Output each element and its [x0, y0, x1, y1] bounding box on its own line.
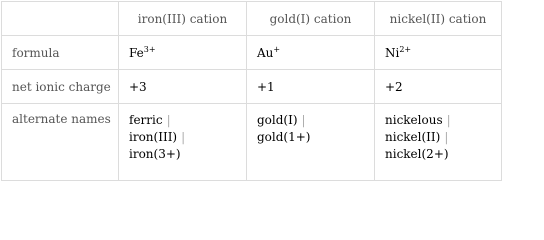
- comparison-table: [1, 1, 502, 181]
- gold-formula-base: Au: [257, 46, 274, 60]
- iron-name-3: iron(3+): [129, 147, 181, 161]
- gold-charge: +1: [247, 70, 375, 104]
- name-separator: |: [166, 113, 171, 127]
- gold-formula: [247, 36, 375, 70]
- nickel-name-3: nickel(2+): [385, 147, 449, 161]
- gold-formula-charge: +: [273, 45, 281, 54]
- nickel-formula-base: Ni: [385, 46, 400, 60]
- name-separator: |: [301, 113, 306, 127]
- nickel-name-2: nickel(II): [385, 130, 441, 144]
- name-separator: |: [444, 130, 449, 144]
- iron-charge: +3: [119, 70, 247, 104]
- name-separator: |: [181, 130, 186, 144]
- formula-label: formula: [2, 36, 119, 70]
- iron-name-1: ferric: [129, 113, 163, 127]
- nickel-formula-charge: 2+: [399, 45, 412, 54]
- header-row: [2, 2, 502, 36]
- gold-name-1: gold(I): [257, 113, 298, 127]
- iron-formula: [119, 36, 247, 70]
- net-ionic-charge-label: net ionic charge: [2, 70, 119, 104]
- nickel-alternate-names: [375, 104, 502, 181]
- iron-formula-base: Fe: [129, 46, 144, 60]
- formula-row: [2, 36, 502, 70]
- header-iron-iii-cation: iron(III) cation: [119, 2, 247, 36]
- gold-alternate-names: [247, 104, 375, 181]
- iron-name-2: iron(III): [129, 130, 178, 144]
- header-gold-i-cation: gold(I) cation: [247, 2, 375, 36]
- iron-formula-charge: 3+: [143, 45, 156, 54]
- gold-name-2: gold(1+): [257, 130, 311, 144]
- nickel-charge: +2: [375, 70, 502, 104]
- net-ionic-charge-row: [2, 70, 502, 104]
- iron-alternate-names: [119, 104, 247, 181]
- header-nickel-ii-cation: nickel(II) cation: [375, 2, 502, 36]
- alternate-names-row: [2, 104, 502, 181]
- name-separator: |: [446, 113, 451, 127]
- alternate-names-label: alternate names: [2, 104, 119, 181]
- header-empty-cell: [2, 2, 119, 36]
- nickel-name-1: nickelous: [385, 113, 443, 127]
- nickel-formula: [375, 36, 502, 70]
